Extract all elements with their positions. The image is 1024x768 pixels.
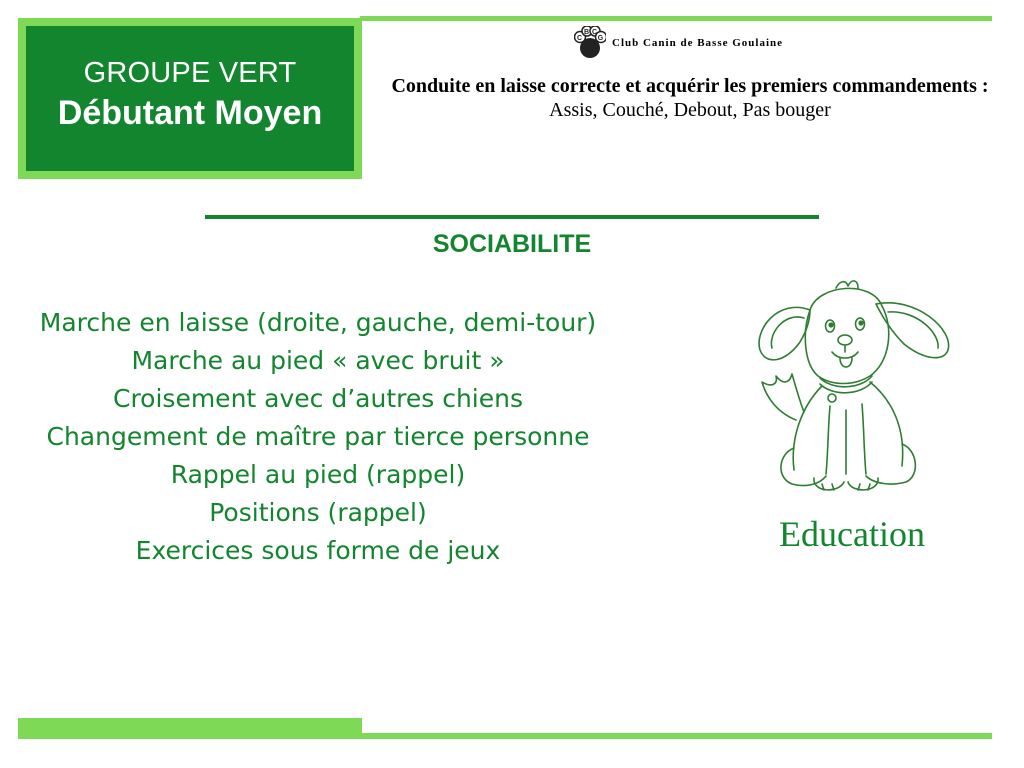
list-item: Marche au pied « avec bruit »	[131, 346, 505, 375]
club-name: Club Canin de Basse Goulaine	[612, 37, 784, 49]
footer-block	[18, 718, 362, 739]
group-banner-inner	[26, 26, 354, 171]
subtitle-regular: Assis, Couché, Debout, Pas bouger	[549, 99, 831, 121]
group-banner	[18, 18, 362, 179]
subtitle-bold: Conduite en laisse correcte et acquérir les premiers commandements :	[391, 75, 989, 97]
paw-logo-icon	[574, 26, 606, 60]
logo-letter: C	[576, 35, 584, 42]
list-item: Rappel au pied (rappel)	[170, 460, 466, 489]
group-level: Débutant Moyen	[57, 93, 323, 132]
illustration-caption: Education	[779, 514, 925, 554]
logo-letter: G	[597, 35, 605, 42]
logo-letter: B	[583, 29, 591, 36]
list-item: Positions (rappel)	[209, 498, 427, 527]
group-name: GROUPE VERT	[83, 56, 297, 89]
list-item: Marche en laisse (droite, gauche, demi-tour)	[39, 308, 597, 337]
section-title: SOCIABILITE	[432, 230, 592, 258]
list-item: Croisement avec d’autres chiens	[113, 384, 523, 413]
activity-list	[0, 304, 636, 570]
dog-icon	[748, 278, 958, 496]
logo-letter: C	[591, 29, 599, 36]
section-divider	[205, 215, 819, 219]
top-divider	[360, 16, 992, 21]
session-subtitle	[380, 74, 1000, 122]
footer-divider	[360, 733, 992, 739]
list-item: Changement de maître par tierce personne	[46, 422, 590, 451]
list-item: Exercices sous forme de jeux	[135, 536, 501, 565]
club-header	[574, 26, 783, 60]
